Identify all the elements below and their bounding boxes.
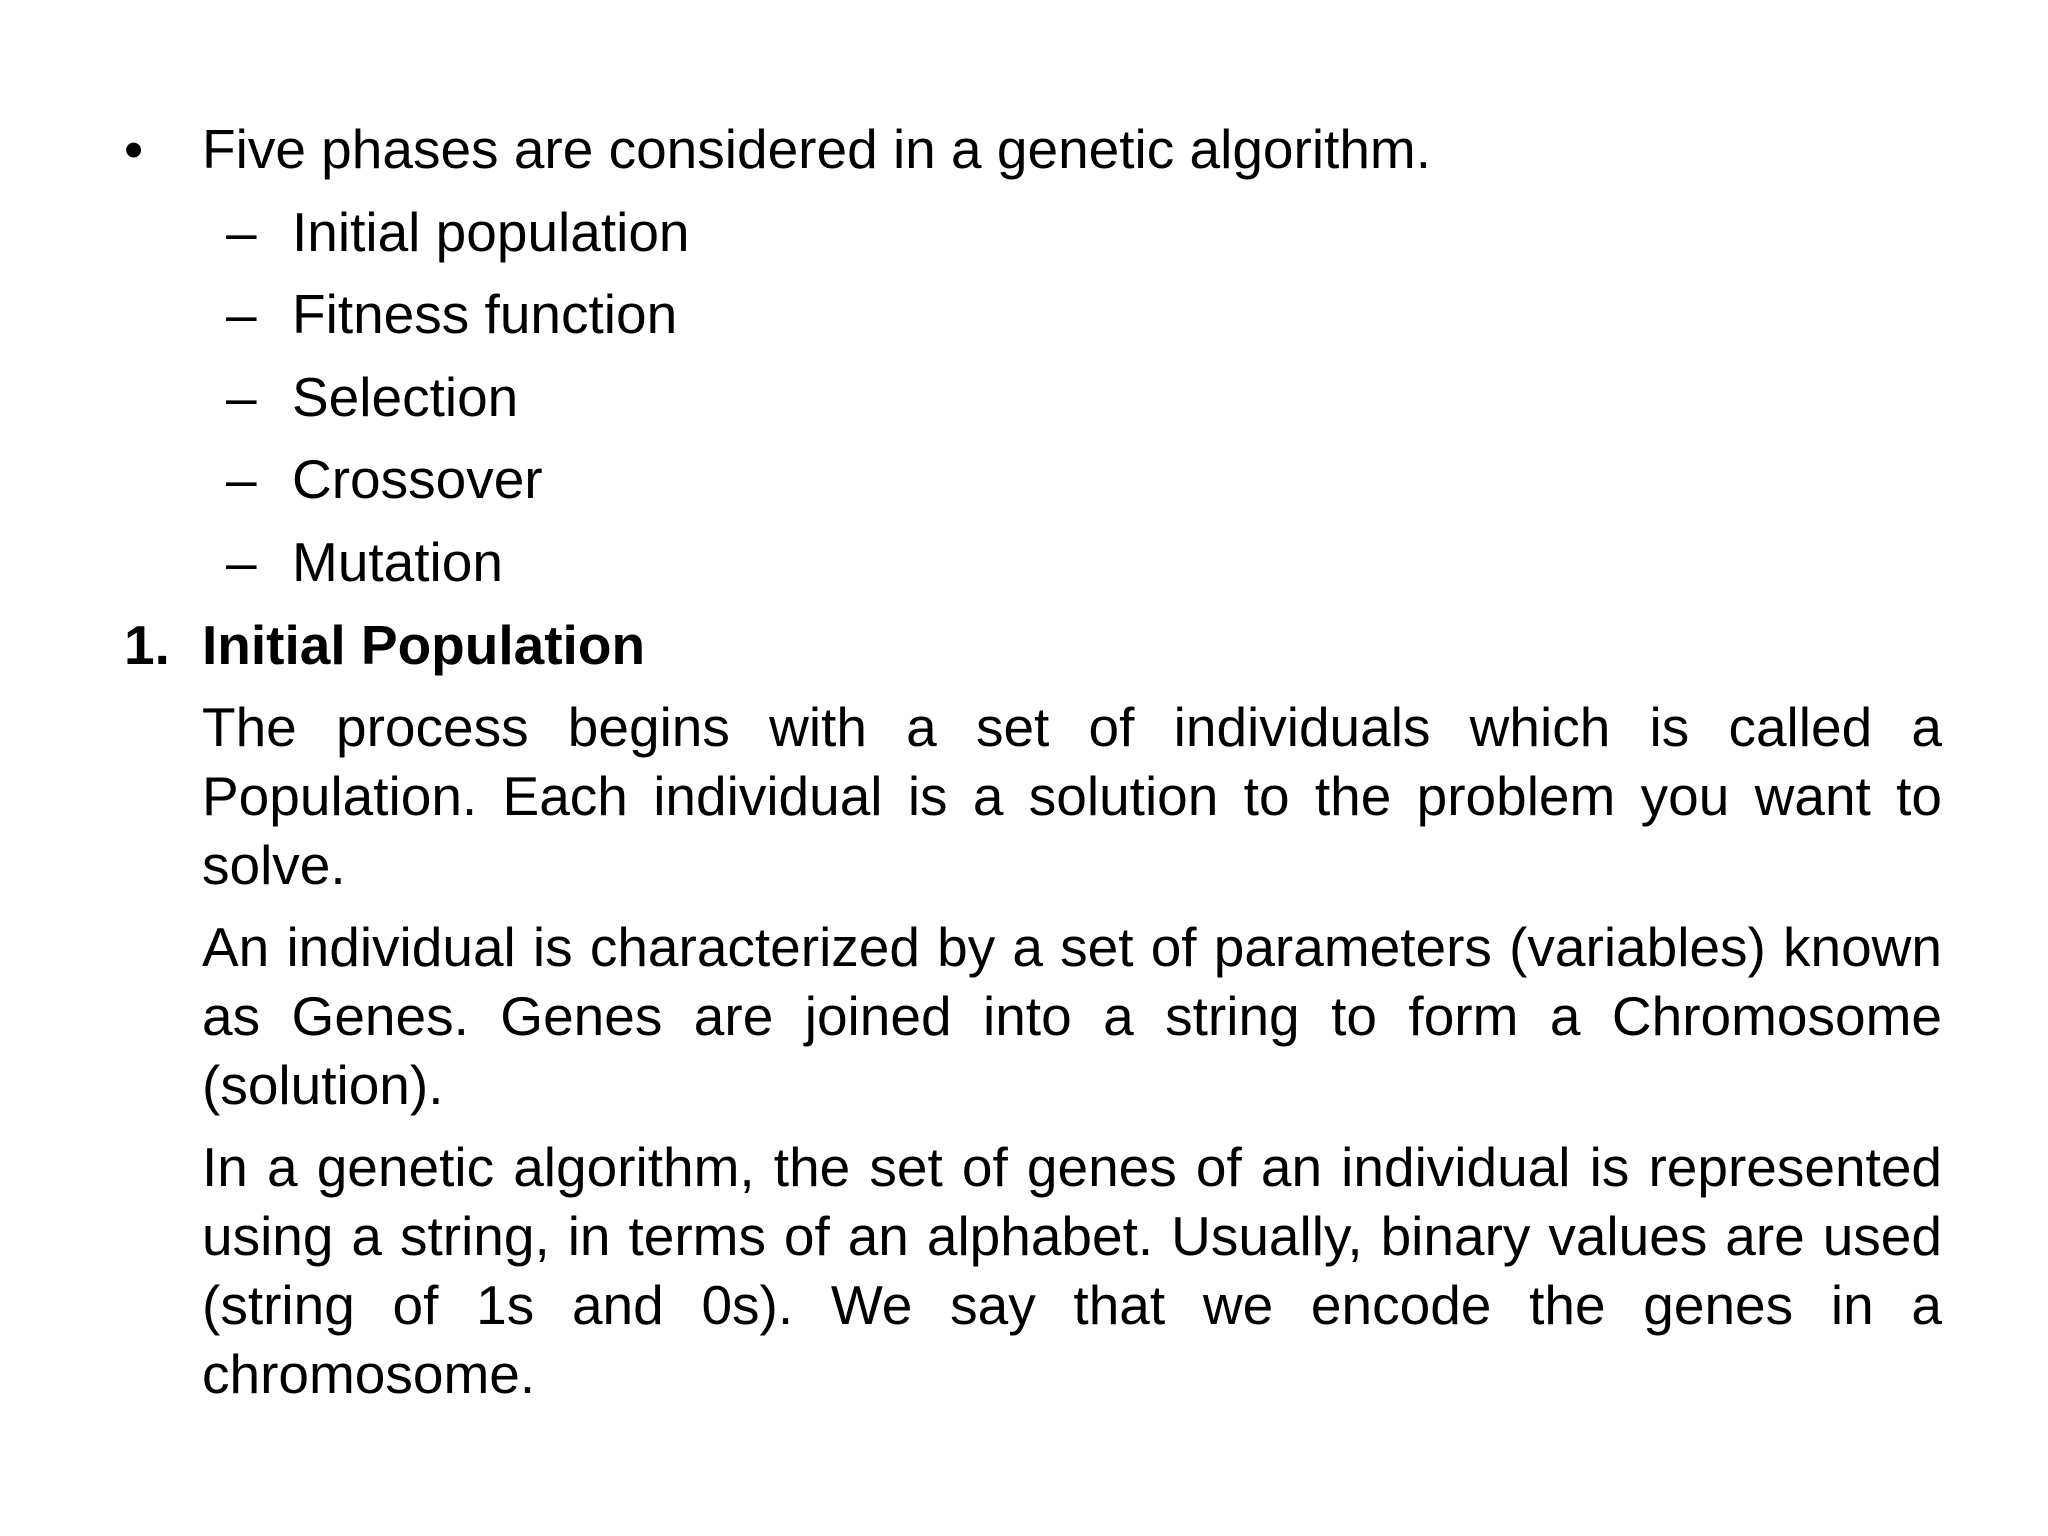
phase-item-mutation: Mutation — [292, 531, 503, 593]
dash-marker: – — [226, 283, 257, 345]
dash-marker: – — [226, 201, 257, 263]
paragraph-encoding: In a genetic algorithm, the set of genes of an individual is represented using a string, in terms of an alphabet. Usually, binary values are used (string of 1s and 0s). We say that we encode the genes in a chromosome. — [202, 1136, 1942, 1405]
section-heading: Initial Population — [202, 614, 646, 676]
intro-text: Five phases are considered in a genetic algorithm. — [202, 118, 1432, 180]
paragraph-genes: An individual is characterized by a set of parameters (variables) known as Genes. Genes are joined into a string to form a Chromosome (solution). — [202, 916, 1942, 1116]
phase-item-crossover: Crossover — [292, 448, 543, 510]
phase-item-selection: Selection — [292, 366, 519, 428]
phase-item-fitness-function: Fitness function — [292, 283, 678, 345]
section-number: 1. — [124, 614, 170, 676]
dash-marker: – — [226, 366, 257, 428]
phase-item-initial-population: Initial population — [292, 201, 690, 263]
paragraph-population: The process begins with a set of individuals which is called a Population. Each individual is a solution to the problem you want to solve. — [202, 696, 1942, 896]
dash-marker: – — [226, 531, 257, 593]
bullet-marker: • — [124, 118, 144, 180]
dash-marker: – — [226, 448, 257, 510]
